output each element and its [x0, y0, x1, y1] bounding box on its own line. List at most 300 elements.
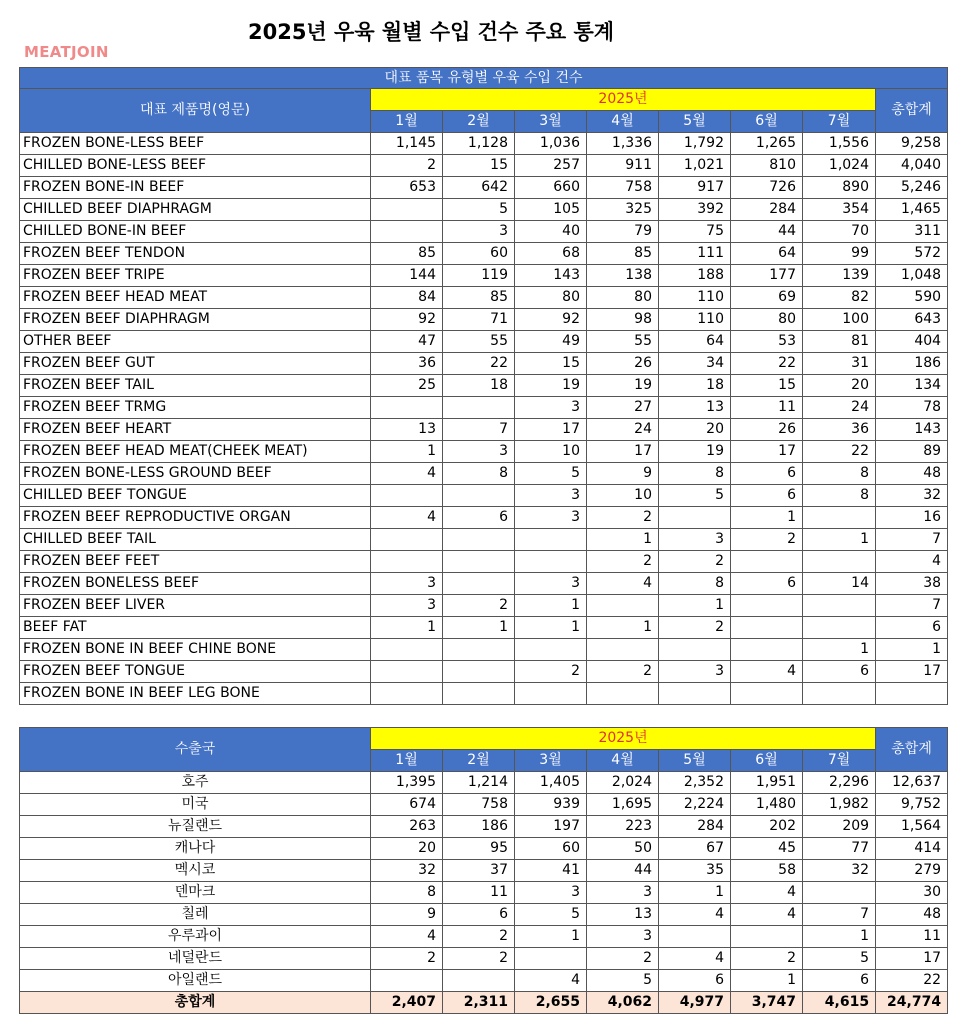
- month-value-cell: 5: [803, 948, 876, 970]
- month-value-cell: 911: [587, 155, 659, 177]
- month-header: 1월: [371, 111, 443, 133]
- row-total-cell: 1,465: [876, 199, 948, 221]
- year-header: 2025년: [371, 728, 876, 750]
- product-name-cell: FROZEN BEEF HEART: [20, 419, 371, 441]
- page-title: 2025년 우육 월별 수입 건수 주요 통계: [247, 20, 615, 44]
- month-value-cell: 4: [659, 948, 731, 970]
- month-value-cell: 84: [371, 287, 443, 309]
- month-value-cell: 85: [587, 243, 659, 265]
- month-value-cell: 1: [371, 441, 443, 463]
- table-row: [20, 397, 948, 419]
- product-name-cell: FROZEN BONE-LESS GROUND BEEF: [20, 463, 371, 485]
- month-value-cell: 47: [371, 331, 443, 353]
- month-value-cell: 653: [371, 177, 443, 199]
- month-value-cell: 223: [587, 816, 659, 838]
- row-total-cell: 4,040: [876, 155, 948, 177]
- product-name-cell: CHILLED BONE-LESS BEEF: [20, 155, 371, 177]
- month-header: 7월: [803, 111, 876, 133]
- table-row: [20, 529, 948, 551]
- product-name-cell: FROZEN BONE-IN BEEF: [20, 177, 371, 199]
- month-value-cell: 3: [515, 507, 587, 529]
- month-value-cell: 19: [659, 441, 731, 463]
- month-value-cell: 20: [803, 375, 876, 397]
- month-value-cell: [659, 926, 731, 948]
- month-value-cell: 5: [515, 904, 587, 926]
- row-total-cell: 22: [876, 970, 948, 992]
- month-value-cell: 1: [803, 639, 876, 661]
- month-value-cell: 44: [731, 221, 803, 243]
- month-value-cell: 4: [515, 970, 587, 992]
- product-name-cell: BEEF FAT: [20, 617, 371, 639]
- month-value-cell: 15: [515, 353, 587, 375]
- month-value-cell: 2: [587, 551, 659, 573]
- month-value-cell: 2,224: [659, 794, 731, 816]
- month-value-cell: 105: [515, 199, 587, 221]
- country-name-cell: 호주: [20, 772, 371, 794]
- month-value-cell: 139: [803, 265, 876, 287]
- table-row: [20, 199, 948, 221]
- product-name-cell: FROZEN BEEF TRMG: [20, 397, 371, 419]
- month-value-cell: 3: [443, 221, 515, 243]
- month-value-cell: 100: [803, 309, 876, 331]
- row-total-cell: 590: [876, 287, 948, 309]
- month-value-cell: 32: [371, 860, 443, 882]
- month-value-cell: 26: [587, 353, 659, 375]
- row-total-cell: 5,246: [876, 177, 948, 199]
- table-row: [20, 860, 948, 882]
- month-value-cell: 9: [371, 904, 443, 926]
- month-value-cell: 4: [371, 463, 443, 485]
- month-value-cell: 2: [443, 595, 515, 617]
- country-name-cell: 아일랜드: [20, 970, 371, 992]
- month-value-cell: 95: [443, 838, 515, 860]
- month-value-cell: 3: [587, 882, 659, 904]
- month-value-cell: 8: [371, 882, 443, 904]
- month-value-cell: 325: [587, 199, 659, 221]
- month-value-cell: 45: [731, 838, 803, 860]
- month-value-cell: 674: [371, 794, 443, 816]
- month-value-cell: [443, 397, 515, 419]
- month-value-cell: 64: [659, 331, 731, 353]
- month-value-cell: 41: [515, 860, 587, 882]
- month-value-cell: 4: [731, 661, 803, 683]
- table-row: [20, 661, 948, 683]
- month-value-cell: [515, 948, 587, 970]
- total-header: 총합계: [876, 89, 948, 133]
- month-value-cell: 1: [587, 617, 659, 639]
- country-name-cell: 우루과이: [20, 926, 371, 948]
- month-value-cell: 53: [731, 331, 803, 353]
- row-total-cell: 134: [876, 375, 948, 397]
- month-value-cell: [803, 617, 876, 639]
- row-total-cell: 1: [876, 639, 948, 661]
- row-total-cell: 32: [876, 485, 948, 507]
- country-name-cell: 덴마크: [20, 882, 371, 904]
- table-row: [20, 794, 948, 816]
- month-value-cell: 26: [731, 419, 803, 441]
- month-value-cell: 3: [515, 882, 587, 904]
- month-value-cell: 13: [371, 419, 443, 441]
- month-value-cell: 18: [443, 375, 515, 397]
- month-value-cell: 284: [731, 199, 803, 221]
- month-value-cell: [803, 683, 876, 705]
- table-row: [20, 243, 948, 265]
- month-value-cell: 1,024: [803, 155, 876, 177]
- table-row: [20, 155, 948, 177]
- month-value-cell: 1: [515, 926, 587, 948]
- row-total-cell: 6: [876, 617, 948, 639]
- month-value-cell: [803, 882, 876, 904]
- table-row: [20, 485, 948, 507]
- month-value-cell: 4: [371, 926, 443, 948]
- month-value-cell: [659, 639, 731, 661]
- month-value-cell: [371, 397, 443, 419]
- row-total-cell: 9,258: [876, 133, 948, 155]
- month-value-cell: 284: [659, 816, 731, 838]
- month-value-cell: 49: [515, 331, 587, 353]
- month-value-cell: 6: [659, 970, 731, 992]
- year-header: 2025년: [371, 89, 876, 111]
- month-value-cell: 92: [371, 309, 443, 331]
- month-value-cell: 3: [515, 573, 587, 595]
- month-value-cell: [371, 661, 443, 683]
- month-value-cell: 1,145: [371, 133, 443, 155]
- row-total-cell: 4: [876, 551, 948, 573]
- product-name-cell: FROZEN BONE-LESS BEEF: [20, 133, 371, 155]
- month-value-cell: 354: [803, 199, 876, 221]
- product-name-cell: FROZEN BEEF TENDON: [20, 243, 371, 265]
- month-value-cell: 2: [371, 948, 443, 970]
- month-value-cell: 2: [587, 661, 659, 683]
- month-value-cell: 8: [659, 573, 731, 595]
- product-name-cell: CHILLED BONE-IN BEEF: [20, 221, 371, 243]
- month-header: 2월: [443, 750, 515, 772]
- month-value-cell: [371, 529, 443, 551]
- month-value-cell: 1,214: [443, 772, 515, 794]
- grand-total-row: [20, 992, 948, 1014]
- month-value-cell: 55: [443, 331, 515, 353]
- month-value-cell: [515, 683, 587, 705]
- row-total-cell: 279: [876, 860, 948, 882]
- month-value-cell: 1,128: [443, 133, 515, 155]
- month-value-cell: 36: [803, 419, 876, 441]
- month-value-cell: 939: [515, 794, 587, 816]
- month-value-cell: 20: [371, 838, 443, 860]
- month-value-cell: 6: [803, 661, 876, 683]
- month-value-cell: 98: [587, 309, 659, 331]
- month-value-cell: 138: [587, 265, 659, 287]
- table-row: [20, 838, 948, 860]
- month-value-cell: [659, 507, 731, 529]
- month-header: 6월: [731, 111, 803, 133]
- month-header: 3월: [515, 111, 587, 133]
- month-value-cell: 3: [587, 926, 659, 948]
- month-value-cell: [443, 529, 515, 551]
- month-value-cell: 177: [731, 265, 803, 287]
- product-name-cell: FROZEN BEEF GUT: [20, 353, 371, 375]
- month-value-cell: 1: [515, 617, 587, 639]
- month-value-cell: 144: [371, 265, 443, 287]
- month-value-cell: [515, 529, 587, 551]
- product-name-header: 대표 제품명(영문): [20, 89, 371, 133]
- row-total-cell: 48: [876, 463, 948, 485]
- month-value-cell: 99: [803, 243, 876, 265]
- month-value-cell: 2: [443, 948, 515, 970]
- month-value-cell: 2: [731, 529, 803, 551]
- month-value-cell: 186: [443, 816, 515, 838]
- month-value-cell: 9: [587, 463, 659, 485]
- table-row: [20, 265, 948, 287]
- month-value-cell: [803, 595, 876, 617]
- month-value-cell: 79: [587, 221, 659, 243]
- month-value-cell: 22: [803, 441, 876, 463]
- table-row: [20, 441, 948, 463]
- row-total-cell: 311: [876, 221, 948, 243]
- table-row: [20, 221, 948, 243]
- table-row: [20, 970, 948, 992]
- month-value-cell: 37: [443, 860, 515, 882]
- country-name-cell: 뉴질랜드: [20, 816, 371, 838]
- month-value-cell: 4: [371, 507, 443, 529]
- month-value-cell: 3: [443, 441, 515, 463]
- grand-total-value-cell: 2,407: [371, 992, 443, 1014]
- month-value-cell: 68: [515, 243, 587, 265]
- row-total-cell: 1,564: [876, 816, 948, 838]
- month-value-cell: [443, 551, 515, 573]
- month-value-cell: 6: [731, 485, 803, 507]
- product-name-cell: OTHER BEEF: [20, 331, 371, 353]
- month-value-cell: 17: [587, 441, 659, 463]
- month-value-cell: 22: [731, 353, 803, 375]
- grand-total-value-cell: 2,655: [515, 992, 587, 1014]
- month-value-cell: 263: [371, 816, 443, 838]
- month-value-cell: [443, 683, 515, 705]
- row-total-cell: 643: [876, 309, 948, 331]
- month-value-cell: 2,296: [803, 772, 876, 794]
- month-value-cell: 3: [371, 573, 443, 595]
- month-header: 7월: [803, 750, 876, 772]
- month-value-cell: 110: [659, 309, 731, 331]
- month-value-cell: 3: [659, 529, 731, 551]
- table-row: [20, 639, 948, 661]
- month-value-cell: [803, 507, 876, 529]
- month-value-cell: 1,556: [803, 133, 876, 155]
- month-value-cell: 85: [443, 287, 515, 309]
- product-name-cell: FROZEN BEEF HEAD MEAT: [20, 287, 371, 309]
- month-value-cell: 24: [803, 397, 876, 419]
- month-value-cell: [443, 661, 515, 683]
- month-value-cell: 143: [515, 265, 587, 287]
- product-name-cell: FROZEN BEEF TAIL: [20, 375, 371, 397]
- month-value-cell: 2,024: [587, 772, 659, 794]
- grand-total-label: 총합계: [20, 992, 371, 1014]
- month-value-cell: 2,352: [659, 772, 731, 794]
- month-value-cell: 44: [587, 860, 659, 882]
- table-row: [20, 177, 948, 199]
- row-total-cell: 414: [876, 838, 948, 860]
- month-value-cell: 1,982: [803, 794, 876, 816]
- month-value-cell: 60: [443, 243, 515, 265]
- month-value-cell: [731, 551, 803, 573]
- month-header: 1월: [371, 750, 443, 772]
- month-value-cell: [803, 551, 876, 573]
- month-value-cell: [587, 639, 659, 661]
- month-value-cell: 2: [443, 926, 515, 948]
- table-row: [20, 375, 948, 397]
- month-value-cell: 1: [659, 882, 731, 904]
- month-value-cell: 19: [515, 375, 587, 397]
- month-value-cell: 4: [731, 882, 803, 904]
- month-value-cell: 810: [731, 155, 803, 177]
- month-value-cell: 6: [731, 573, 803, 595]
- month-value-cell: [371, 485, 443, 507]
- table-row: [20, 287, 948, 309]
- month-value-cell: 2: [515, 661, 587, 683]
- month-value-cell: 40: [515, 221, 587, 243]
- month-value-cell: 7: [443, 419, 515, 441]
- grand-total-sum-cell: 24,774: [876, 992, 948, 1014]
- month-value-cell: 10: [587, 485, 659, 507]
- month-value-cell: 10: [515, 441, 587, 463]
- row-total-cell: 404: [876, 331, 948, 353]
- row-total-cell: 11: [876, 926, 948, 948]
- country-name-cell: 칠레: [20, 904, 371, 926]
- month-value-cell: 111: [659, 243, 731, 265]
- product-name-cell: FROZEN BONELESS BEEF: [20, 573, 371, 595]
- month-value-cell: 1: [515, 595, 587, 617]
- month-value-cell: [515, 551, 587, 573]
- month-value-cell: 188: [659, 265, 731, 287]
- table-row: [20, 595, 948, 617]
- row-total-cell: 143: [876, 419, 948, 441]
- month-value-cell: 58: [731, 860, 803, 882]
- product-name-cell: FROZEN BEEF TRIPE: [20, 265, 371, 287]
- month-value-cell: 85: [371, 243, 443, 265]
- month-value-cell: 5: [659, 485, 731, 507]
- month-value-cell: [443, 485, 515, 507]
- month-value-cell: 69: [731, 287, 803, 309]
- month-value-cell: 1,405: [515, 772, 587, 794]
- month-value-cell: 1: [731, 507, 803, 529]
- month-value-cell: 1: [803, 926, 876, 948]
- row-total-cell: 572: [876, 243, 948, 265]
- month-value-cell: 1,695: [587, 794, 659, 816]
- product-name-cell: CHILLED BEEF DIAPHRAGM: [20, 199, 371, 221]
- row-total-cell: 9,752: [876, 794, 948, 816]
- table-row: [20, 133, 948, 155]
- month-value-cell: 3: [515, 485, 587, 507]
- country-name-cell: 멕시코: [20, 860, 371, 882]
- row-total-cell: 12,637: [876, 772, 948, 794]
- month-value-cell: [443, 639, 515, 661]
- month-value-cell: 55: [587, 331, 659, 353]
- month-value-cell: 2: [371, 155, 443, 177]
- month-value-cell: 119: [443, 265, 515, 287]
- country-name-cell: 네덜란드: [20, 948, 371, 970]
- row-total-cell: 7: [876, 529, 948, 551]
- month-value-cell: 13: [587, 904, 659, 926]
- month-value-cell: 726: [731, 177, 803, 199]
- month-value-cell: 15: [731, 375, 803, 397]
- month-value-cell: [371, 970, 443, 992]
- month-value-cell: 197: [515, 816, 587, 838]
- month-value-cell: 5: [515, 463, 587, 485]
- product-name-cell: FROZEN BEEF FEET: [20, 551, 371, 573]
- product-type-table: [19, 67, 948, 705]
- month-value-cell: 60: [515, 838, 587, 860]
- table-row: [20, 683, 948, 705]
- grand-total-value-cell: 2,311: [443, 992, 515, 1014]
- month-value-cell: 202: [731, 816, 803, 838]
- month-value-cell: 17: [731, 441, 803, 463]
- month-header: 5월: [659, 111, 731, 133]
- month-value-cell: 8: [803, 463, 876, 485]
- month-value-cell: 36: [371, 353, 443, 375]
- month-value-cell: [371, 221, 443, 243]
- product-name-cell: FROZEN BEEF REPRODUCTIVE ORGAN: [20, 507, 371, 529]
- month-value-cell: 70: [803, 221, 876, 243]
- month-value-cell: [371, 639, 443, 661]
- month-value-cell: 4: [731, 904, 803, 926]
- month-value-cell: 20: [659, 419, 731, 441]
- month-value-cell: 35: [659, 860, 731, 882]
- month-value-cell: [371, 683, 443, 705]
- month-value-cell: 34: [659, 353, 731, 375]
- product-name-cell: FROZEN BEEF LIVER: [20, 595, 371, 617]
- row-total-cell: [876, 683, 948, 705]
- table-row: [20, 926, 948, 948]
- exporting-country-table: [19, 727, 948, 1014]
- product-name-cell: CHILLED BEEF TAIL: [20, 529, 371, 551]
- country-name-cell: 캐나다: [20, 838, 371, 860]
- month-value-cell: [443, 573, 515, 595]
- month-value-cell: 64: [731, 243, 803, 265]
- month-header: 4월: [587, 111, 659, 133]
- table-row: [20, 882, 948, 904]
- month-value-cell: 11: [731, 397, 803, 419]
- row-total-cell: 7: [876, 595, 948, 617]
- month-value-cell: 1,951: [731, 772, 803, 794]
- month-value-cell: 25: [371, 375, 443, 397]
- month-value-cell: 75: [659, 221, 731, 243]
- product-name-cell: FROZEN BONE IN BEEF CHINE BONE: [20, 639, 371, 661]
- product-name-cell: FROZEN BEEF DIAPHRAGM: [20, 309, 371, 331]
- row-total-cell: 17: [876, 948, 948, 970]
- table-row: [20, 551, 948, 573]
- month-header: 2월: [443, 111, 515, 133]
- month-value-cell: 15: [443, 155, 515, 177]
- month-value-cell: 24: [587, 419, 659, 441]
- month-value-cell: [659, 683, 731, 705]
- row-total-cell: 38: [876, 573, 948, 595]
- row-total-cell: 16: [876, 507, 948, 529]
- month-value-cell: 67: [659, 838, 731, 860]
- month-value-cell: [443, 970, 515, 992]
- month-value-cell: 31: [803, 353, 876, 375]
- month-value-cell: 1: [371, 617, 443, 639]
- month-value-cell: 2: [587, 948, 659, 970]
- month-value-cell: 80: [587, 287, 659, 309]
- row-total-cell: 186: [876, 353, 948, 375]
- month-header: 3월: [515, 750, 587, 772]
- month-value-cell: 3: [371, 595, 443, 617]
- month-value-cell: [371, 199, 443, 221]
- month-value-cell: [587, 595, 659, 617]
- month-value-cell: 6: [731, 463, 803, 485]
- table-row: [20, 419, 948, 441]
- month-value-cell: [371, 551, 443, 573]
- month-value-cell: 14: [803, 573, 876, 595]
